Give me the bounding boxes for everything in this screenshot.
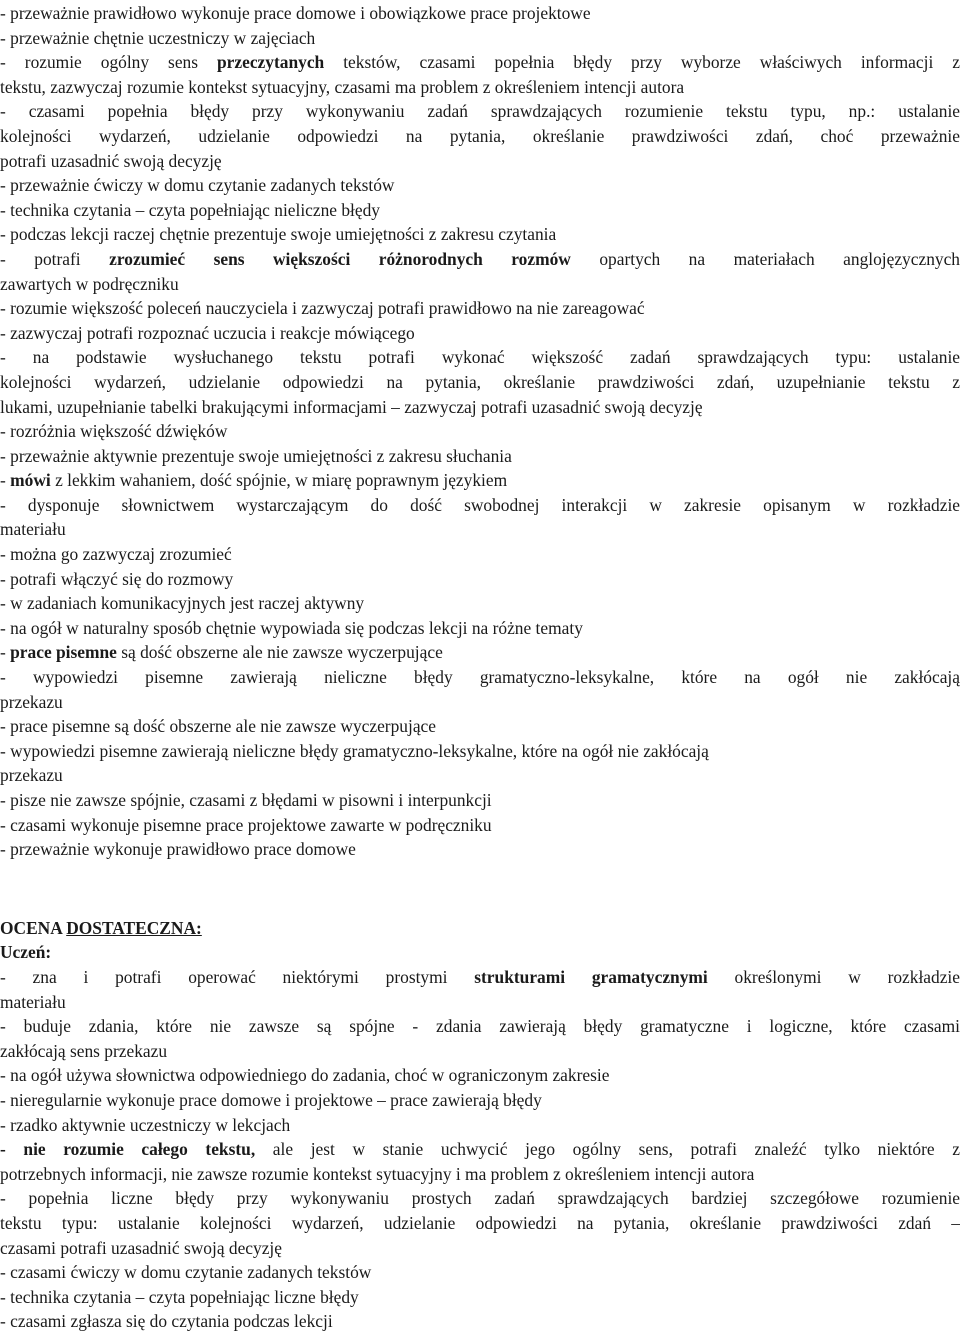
bold-phrase: prace pisemne: [10, 642, 117, 663]
text-line: materiału: [0, 519, 66, 540]
text-line: - na podstawie wysłuchanego tekstu potrafi wykonać większość zadań sprawdzających typu: ustalanie: [0, 347, 960, 368]
text-line: materiału: [0, 991, 66, 1012]
text-line: - popełnia liczne błędy przy wykonywaniu prostych zadań sprawdzających bardziej szczegółowe rozumienie: [0, 1188, 960, 1209]
section-heading: [0, 916, 960, 941]
text-line: - buduje zdania, które nie zawsze są spójne - zdania zawierają błędy gramatyczne i logiczne, które czasami: [0, 1016, 960, 1037]
text-line: - na ogół używa słownictwa odpowiedniego do zadania, choć w ograniczonym zakresie: [0, 1065, 610, 1086]
text-line: potrzebnych informacji, nie zawsze rozumie kontekst sytuacyjny i ma problem z określeniem intencji autora: [0, 1163, 755, 1184]
bold-phrase: strukturami gramatycznymi: [474, 966, 708, 987]
text-line: - przeważnie prawidłowo wykonuje prace domowe i obowiązkowe prace projektowe: [0, 3, 591, 23]
text-line: - pisze nie zawsze spójnie, czasami z błędami w pisowni i interpunkcji: [0, 790, 492, 810]
text-line: - mówi z lekkim wahaniem, dość spójnie, w miarę poprawnym językiem: [0, 470, 508, 491]
text-line: - nie rozumie całego tekstu, ale jest w stanie uchwycić jego ogólny sens, potrafi znaleźć tylko niektóre z: [0, 1139, 960, 1160]
section-gap: [0, 862, 960, 916]
text-line: - przeważnie aktywnie prezentuje swoje umiejętności z zakresu słuchania: [0, 445, 512, 466]
text-line: - podczas lekcji raczej chętnie prezentuje swoje umiejętności z zakresu czytania: [0, 224, 557, 245]
section-subheading: Uczeń:: [0, 942, 52, 963]
heading-grade: DOSTATECZNA:: [66, 917, 202, 938]
text-line: przekazu: [0, 691, 63, 712]
text-line: - w zadaniach komunikacyjnych jest raczej aktywny: [0, 593, 365, 614]
text-line: - wypowiedzi pisemne zawierają nieliczne błędy gramatyczno-leksykalne, które na ogół nie zakłócają: [0, 667, 960, 688]
dostateczna-criteria-list: [0, 965, 960, 1334]
text-line: kolejności wydarzeń, udzielanie odpowiedzi na pytania, określanie prawdziwości zdań, uzupełnianie tekstu z: [0, 371, 960, 392]
text-line: - technika czytania – czyta popełniając liczne błędy: [0, 1286, 359, 1307]
text-line: - potrafi włączyć się do rozmowy: [0, 568, 234, 589]
text-line: - czasami wykonuje pisemne prace projektowe zawarte w podręczniku: [0, 814, 492, 835]
text-line: - czasami ćwiczy w domu czytanie zadanych tekstów: [0, 1262, 372, 1283]
bold-phrase: zrozumieć sens większości różnorodnych rozmów: [109, 248, 571, 269]
text-line: - przeważnie chętnie uczestniczy w zajęciach: [0, 27, 316, 48]
text-line: - prace pisemne są dość obszerne ale nie zawsze wyczerpujące: [0, 716, 436, 737]
text-line: - czasami zgłasza się do czytania podczas lekcji: [0, 1311, 333, 1332]
bold-phrase: - nie rozumie całego tekstu,: [0, 1139, 256, 1160]
text-line: przekazu: [0, 765, 63, 786]
text-line: kolejności wydarzeń, udzielanie odpowiedzi na pytania, określanie prawdziwości zdań, choć przeważnie: [0, 125, 960, 146]
text-line: - przeważnie wykonuje prawidłowo prace domowe: [0, 839, 356, 860]
text-line: - wypowiedzi pisemne zawierają nieliczne błędy gramatyczno-leksykalne, które na ogół nie zakłócają: [0, 740, 709, 761]
text-line: - na ogół w naturalny sposób chętnie wypowiada się podczas lekcji na różne tematy: [0, 617, 583, 638]
text-line: - potrafi zrozumieć sens większości różnorodnych rozmów opartych na materiałach anglojęzycznych: [0, 248, 960, 269]
text-line: - zna i potrafi operować niektórymi prostymi strukturami gramatycznymi określonymi w rozkładzie: [0, 966, 960, 987]
bold-phrase: przeczytanych: [217, 52, 325, 73]
text-line: - prace pisemne są dość obszerne ale nie zawsze wyczerpujące: [0, 642, 443, 663]
text-line: zawartych w podręczniku: [0, 273, 179, 294]
text-line: - rozumie ogólny sens przeczytanych tekstów, czasami popełnia błędy przy wyborze właściwych informacji z: [0, 52, 960, 73]
heading-prefix: OCENA: [0, 917, 67, 938]
text-line: - technika czytania – czyta popełniając nieliczne błędy: [0, 199, 380, 220]
text-line: tekstu, zazwyczaj rozumie kontekst sytuacyjny, czasami ma problem z określeniem intencji autora: [0, 76, 685, 97]
top-criteria-list: [0, 1, 960, 862]
text-line: - rozróżnia większość dźwięków: [0, 421, 228, 442]
text-line: zakłócają sens przekazu: [0, 1040, 168, 1061]
text-line: potrafi uzasadnić swoją decyzję: [0, 150, 222, 171]
document-page: [0, 1, 960, 1334]
bold-phrase: mówi: [10, 470, 51, 491]
text-line: - przeważnie ćwiczy w domu czytanie zadanych tekstów: [0, 175, 395, 196]
text-line: - rozumie większość poleceń nauczyciela i zazwyczaj potrafi prawidłowo na nie zareagować: [0, 298, 645, 319]
text-line: - czasami popełnia błędy przy wykonywaniu zadań sprawdzających rozumienie tekstu typu, np.: ustalanie: [0, 101, 960, 122]
text-line: - dysponuje słownictwem wystarczającym do dość swobodnej interakcji w zakresie opisanym w rozkładzie: [0, 494, 960, 515]
text-line: - zazwyczaj potrafi rozpoznać uczucia i reakcje mówiącego: [0, 322, 415, 343]
text-line: tekstu typu: ustalanie kolejności wydarzeń, udzielanie odpowiedzi na pytania, określanie prawdziwości zdań –: [0, 1212, 960, 1233]
text-line: - można go zazwyczaj zrozumieć: [0, 544, 232, 565]
text-line: czasami potrafi uzasadnić swoją decyzję: [0, 1237, 282, 1258]
text-line: - rzadko aktywnie uczestniczy w lekcjach: [0, 1114, 291, 1135]
text-line: lukami, uzupełnianie tabelki brakującymi informacjami – zazwyczaj potrafi uzasadnić swoją decyzję: [0, 396, 703, 417]
text-line: - nieregularnie wykonuje prace domowe i projektowe – prace zawierają błędy: [0, 1089, 542, 1110]
